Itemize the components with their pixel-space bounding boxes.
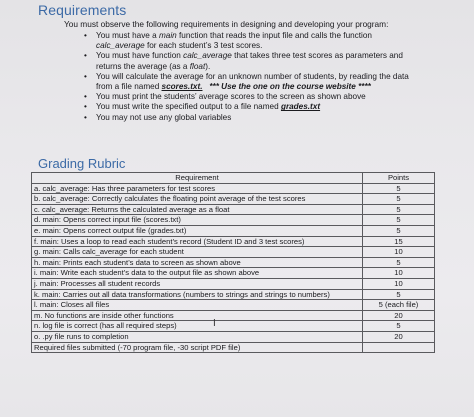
points-cell: 5 xyxy=(363,183,435,194)
list-item: • You may not use any global variables xyxy=(84,112,232,122)
table-header-row xyxy=(32,173,435,184)
requirements-list xyxy=(84,31,414,123)
bullet-icon: • xyxy=(84,92,87,102)
points-cell: 5 xyxy=(363,194,435,205)
points-cell: 10 xyxy=(363,278,435,289)
points-cell: 5 xyxy=(363,321,435,332)
points-cell: 20 xyxy=(363,331,435,342)
requirement-cell: o. .py file runs to completion xyxy=(32,331,363,342)
points-cell: 5 xyxy=(363,215,435,226)
table-row xyxy=(32,194,435,205)
list-item: • You must have a main function that reads the input file and calls the function calc_average for each student’s 3 test scores. xyxy=(84,31,372,51)
points-cell: 5 xyxy=(363,204,435,215)
points-cell: 5 xyxy=(363,257,435,268)
table-row xyxy=(32,204,435,215)
table-row xyxy=(32,257,435,268)
table-row xyxy=(32,342,435,353)
points-cell: 5 xyxy=(363,289,435,300)
requirement-cell: c. calc_average: Returns the calculated average as a float xyxy=(32,204,363,215)
requirement-cell: n. log file is correct (has all required steps) xyxy=(32,321,363,332)
table-row xyxy=(32,321,435,332)
list-item: • You must write the specified output to a file named grades.txt xyxy=(84,102,321,112)
table-row xyxy=(32,225,435,236)
points-cell xyxy=(363,342,435,353)
table-row xyxy=(32,300,435,311)
requirement-cell: h. main: Prints each student’s data to screen as shown above xyxy=(32,257,363,268)
points-cell: 20 xyxy=(363,310,435,321)
table-row xyxy=(32,236,435,247)
requirement-cell: a. calc_average: Has three parameters for test scores xyxy=(32,183,363,194)
points-cell: 10 xyxy=(363,268,435,279)
requirement-cell: Required files submitted (-70 program file, -30 script PDF file) xyxy=(32,342,363,353)
rubric-body xyxy=(32,183,435,353)
requirement-cell: f. main: Uses a loop to read each student’s record (Student ID and 3 test scores) xyxy=(32,236,363,247)
column-header-points: Points xyxy=(363,173,435,184)
list-item: • You will calculate the average for an unknown number of students, by reading the data from a file named scores.txt. *** Use the one on the course website **** xyxy=(84,71,409,92)
requirement-cell: m. No functions are inside other functions xyxy=(32,310,363,321)
table-row xyxy=(32,278,435,289)
grading-rubric-table xyxy=(31,172,435,353)
table-row xyxy=(32,289,435,300)
bullet-icon: • xyxy=(84,51,87,61)
table-row xyxy=(32,310,435,321)
bullet-icon: • xyxy=(84,31,87,40)
text-cursor-icon: I xyxy=(213,318,216,329)
table-row xyxy=(32,247,435,258)
list-item: • You must have function calc_average that takes three test scores as parameters and returns the average (as a float). xyxy=(84,51,403,71)
table-row xyxy=(32,331,435,342)
rubric-heading: Grading Rubric xyxy=(38,156,126,171)
bullet-icon: • xyxy=(84,71,87,81)
requirements-intro: You must observe the following requirements in designing and developing your program: xyxy=(64,19,389,29)
requirement-cell: i. main: Write each student’s data to the output file as shown above xyxy=(32,268,363,279)
requirement-cell: e. main: Opens correct output file (grades.txt) xyxy=(32,225,363,236)
requirement-cell: k. main: Carries out all data transformations (numbers to strings and strings to numbers) xyxy=(32,289,363,300)
points-cell: 5 (each file) xyxy=(363,300,435,311)
bullet-icon: • xyxy=(84,102,87,112)
points-cell: 15 xyxy=(363,236,435,247)
requirement-cell: j. main: Processes all student records xyxy=(32,278,363,289)
bullet-icon: • xyxy=(84,112,87,122)
table-row xyxy=(32,215,435,226)
requirement-cell: g. main: Calls calc_average for each student xyxy=(32,247,363,258)
table-row xyxy=(32,183,435,194)
requirements-heading: Requirements xyxy=(38,2,127,18)
list-item: • You must print the students’ average scores to the screen as shown above xyxy=(84,92,366,102)
table-row xyxy=(32,268,435,279)
points-cell: 5 xyxy=(363,225,435,236)
requirement-cell: d. main: Opens correct input file (scores.txt) xyxy=(32,215,363,226)
points-cell: 10 xyxy=(363,247,435,258)
column-header-requirement: Requirement xyxy=(32,173,363,184)
requirement-cell: l. main: Closes all files xyxy=(32,300,363,311)
requirement-cell: b. calc_average: Correctly calculates the floating point average of the test scores xyxy=(32,194,363,205)
